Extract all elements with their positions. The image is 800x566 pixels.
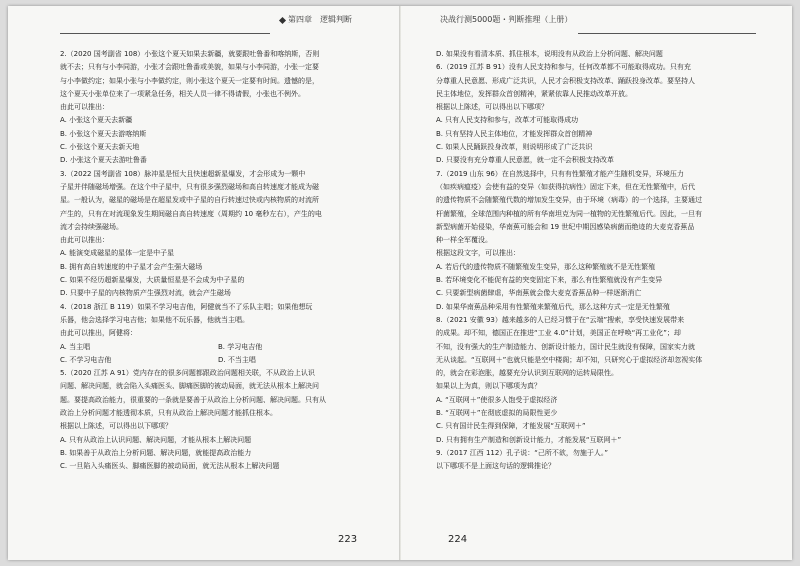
text-line: B. 拥有高自转速度的中子星才会产生强大磁场	[60, 262, 203, 271]
text-line: 的成果。却不知，德国正在推进“工业 4.0”计划，美国正在呼唤“再工业化”；却	[436, 329, 681, 338]
text-line: 9.（2017 江西 112）孔子说：“己所不欲，勿施于人。”	[436, 448, 609, 457]
text-line: C. 小张这个夏天去新天地	[60, 143, 140, 152]
text-line: 流才会持续强磁场。	[60, 222, 123, 231]
text-line: （如疾病瘟疫）会使有益的变异（如获得抗病性）固定下来，但在无性繁殖中，后代	[436, 182, 695, 191]
text-line: 就不去；只有与小李同游，小张才会跟吐鲁番或美貌，如果与小李同游，小张一定要	[60, 63, 319, 72]
text-line: 2.（2020 国考副省 108）小张这个夏天如果去新疆，就要跟吐鲁番和喀纳斯，否则	[60, 50, 320, 58]
text-line: 题。要提高政治能力，很重要的一条就是要善于从政治上分析问题、解决问题。只有从	[60, 395, 326, 404]
text-line: 产生的，只有在对流现象发生期间磁自高自转速度（周期约 10 毫秒左右），产生的电	[60, 209, 322, 218]
text-line: 如果以上为真，则以下哪项为真？	[436, 382, 541, 391]
text-line: 根据以上陈述，可以得出以下哪项？	[436, 103, 548, 112]
option-row	[60, 354, 376, 367]
text-line: A. 能演变成磁星的星体一定是中子星	[60, 249, 175, 258]
left-header	[288, 14, 352, 25]
option-item: B. 学习电吉他	[218, 342, 263, 351]
text-line: 民主体地位，发挥群众首创精神，紧紧依靠人民推动改革开放。	[436, 89, 632, 98]
text-line: 杆菌繁殖，全球范围内种植的所有华南坦克为同一植物的无性繁殖后代。因此，一旦有	[436, 209, 702, 218]
text-line: C. 一旦陷入头痛医头、脚痛医脚的被动局面，就无法从根本上解决问题	[60, 462, 280, 471]
text-line: 分尊重人民意愿、形成广泛共识，人民才会积极支持改革、踊跃投身改革。要坚持人	[436, 76, 695, 85]
right-page	[400, 6, 792, 560]
text-line: 与小李做约定；如果小张与小李做约定，则小张这个夏天一定要有时间。遗憾的是，	[60, 76, 319, 85]
text-line: 这个夏天小张单位来了一项紧急任务，相关人员一律不得请假，小张也不例外。	[60, 89, 305, 98]
option-row	[60, 341, 376, 354]
text-line: B. 若环境变化不能促有益的突变固定下来，那么有性繁殖就没有产生变异	[436, 276, 663, 285]
text-line: 7.（2019 山东 96）在自然选择中，只有有性繁殖才能产生随机变异，环境压力	[436, 169, 684, 178]
text-line: 根据以上陈述，可以得出以下哪项？	[60, 422, 172, 431]
text-line: D. 只要中子星的内核物质产生强烈对流，就会产生磁场	[60, 289, 231, 298]
text-line: 6.（2019 江苏 B 91）没有人民支持和参与，任何改革都不可能取得成功。只有充	[436, 63, 691, 72]
text-line: 新型病菌开始侵染，华南蕉可能会和 19 世纪中期因感染病菌而绝迹的大麦克香蕉品	[436, 222, 695, 231]
text-line: 无从谈起。“互联网＋”也就只能是空中楼阁；却不知，只研究心于虚拟经济却忽视实体	[436, 355, 703, 364]
text-line: A. 小张这个夏天去新疆	[60, 116, 133, 125]
right-content	[436, 48, 752, 474]
text-line: 4.（2018 浙江 B 119）如果不学习电吉他，阿健就当不了乐队主唱；如果他想玩	[60, 302, 313, 311]
text-line: 3.（2022 国考副省 108）脉冲星是恒大且快速超新星爆发，才会形成为一颗中	[60, 169, 306, 178]
text-line: A. 只有人民支持和参与，改革才可能取得成功	[436, 116, 579, 125]
text-line: D. 只有拥有生产制造和创新设计能力，才能发展“互联网＋”	[436, 435, 622, 444]
text-line: C. 只要新型病菌肆虐，华南蕉就会像大麦克香蕉品种一样逐渐消亡	[436, 289, 642, 298]
text-line: B. “互联网＋”在彻底虚拟的局限性更少	[436, 409, 558, 418]
text-line: 星。一般认为，磁星的磁场是在超星发或中子星的自行转速过快或内核物质的对流所	[60, 196, 319, 205]
text-line: D. 只要没有充分尊重人民意愿，就一定不会积极支持改革	[436, 156, 614, 165]
header-rule	[60, 33, 270, 34]
text-line: 的遗传物质不会随繁殖代数的增加发生变异，由于环境（病毒）的一个选择，主要通过	[436, 196, 702, 205]
text-line: 由此可以推出：	[60, 103, 109, 112]
series-title: 决战行测5000题・判断推理（上册）	[440, 15, 573, 24]
left-content	[60, 48, 376, 474]
left-page-number: 223	[338, 534, 358, 545]
text-line: B. 只有坚持人民主体地位，才能发挥群众首创精神	[436, 129, 593, 138]
text-line: 8.（2021 安徽 93）越来越多的人已经习惯于在“云端”搜索，享受快速发展带来	[436, 315, 685, 324]
text-line: 乐器，他会选择学习电吉他；如果他不玩乐器，他就当主唱。	[60, 315, 249, 324]
text-line: C. 只有国计民生得到保障，才能发展“互联网＋”	[436, 422, 586, 431]
text-line: C. 如果不经历超新星爆发，大质量恒星是不会成为中子星的	[60, 276, 245, 285]
option-item: D. 不当主唱	[218, 355, 256, 364]
book-spread	[8, 6, 792, 560]
text-line: D. 如果华南蕉品种采用有性繁殖来繁殖后代，那么这种方式一定是无性繁殖	[436, 302, 670, 311]
text-line: A. “互联网＋”使很多人饱受于虚拟经济	[436, 395, 558, 404]
text-line: 问题、解决问题，就会陷入头痛医头、脚痛医脚的被动局面，就无法从根本上解决问	[60, 382, 319, 391]
chapter-title: 逻辑判断	[320, 15, 352, 24]
text-line: 5.（2020 江苏 A 91）党内存在的很多问题都跟政治问题相关联，不从政治上认识	[60, 369, 315, 378]
text-line: 不知，没有强大的生产制造能力、创新设计能力，国计民生就没有保障，国家实力就	[436, 342, 695, 351]
text-line: D. 小张这个夏天去游吐鲁番	[60, 156, 147, 165]
text-line: 根据这段文字，可以推出：	[436, 249, 520, 258]
text-line: 的，就会在彩泡胀，越要充分认识到互联网的运转局限性。	[436, 369, 618, 378]
text-line: 由此可以推出：	[60, 236, 109, 245]
right-page-number: 224	[448, 534, 468, 545]
header-diamond-icon	[279, 17, 286, 24]
left-page	[8, 6, 400, 560]
text-line: D. 如果没有看清本质、抓住根本，说明没有从政治上分析问题、解决问题	[436, 50, 663, 58]
text-line: C. 如果人民踊跃投身改革，则说明形成了广泛共识	[436, 143, 593, 152]
option-item: C. 不学习电吉他	[60, 355, 112, 364]
text-line: B. 小张这个夏天去游喀纳斯	[60, 129, 147, 138]
text-line: A. 若后代的遗传物质不随繁殖发生变异，那么这种繁殖就不是无性繁殖	[436, 262, 656, 271]
header-rule	[578, 33, 756, 34]
text-line: B. 如果善于从政治上分析问题、解决问题，就能提高政治能力	[60, 448, 252, 457]
text-line: 子星并伴随磁场增强。在这个中子星中，只有很多强烈磁场和高自转速度才能成为磁	[60, 182, 319, 191]
text-line: 以下哪项不是上面这句话的逻辑推论？	[436, 462, 555, 471]
text-line: 由此可以推出，阿健将：	[60, 329, 137, 338]
text-line: 政治上分析问题才能透彻本质，只有从政治上解决问题才能抓住根本。	[60, 409, 277, 418]
option-item: A. 当主唱	[60, 342, 91, 351]
chapter-label: 第四章	[288, 15, 312, 24]
text-line: A. 只有从政治上认识问题、解决问题，才能从根本上解决问题	[60, 435, 252, 444]
text-line: 种一样全军覆没。	[436, 236, 492, 245]
